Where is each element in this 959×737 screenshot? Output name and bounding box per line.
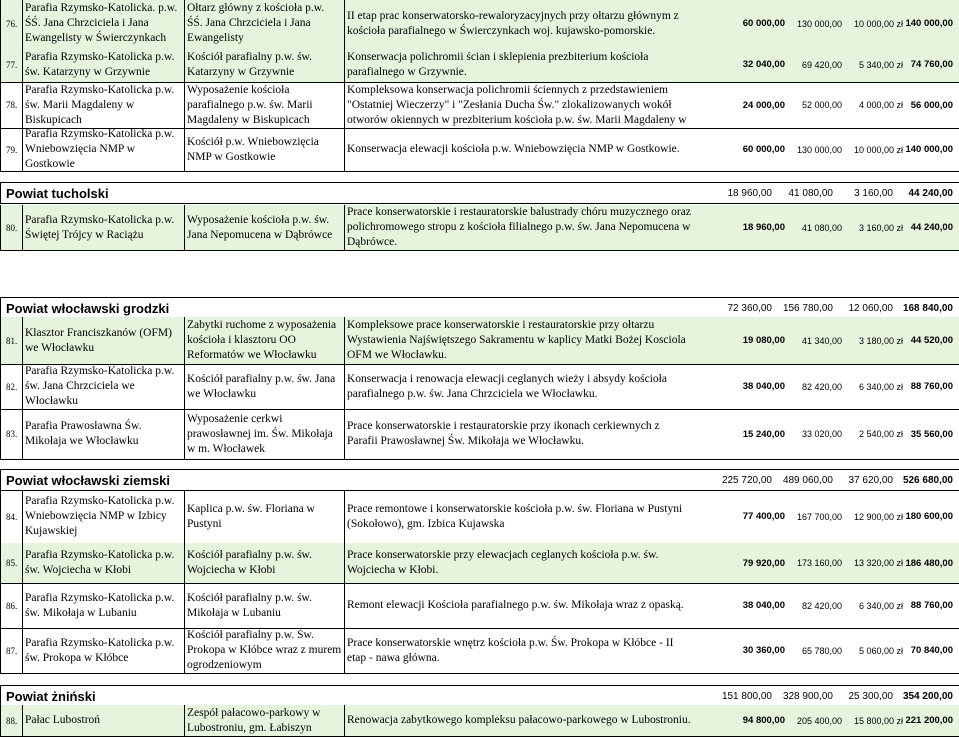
row-number: 79. bbox=[6, 144, 18, 155]
row-number: 85. bbox=[6, 558, 18, 568]
district-name: Powiat żniński bbox=[6, 688, 96, 704]
cell-border bbox=[344, 583, 345, 628]
district-total: 72 360,00 bbox=[727, 302, 772, 314]
cell-border bbox=[22, 409, 23, 459]
cell-border bbox=[344, 317, 345, 364]
district-name: Powiat włocławski grodzki bbox=[6, 300, 170, 316]
district-header bbox=[0, 685, 959, 707]
cell-border bbox=[22, 0, 23, 47]
row-number: 86. bbox=[6, 600, 18, 611]
own-contribution: 3 180,00 zł bbox=[858, 335, 903, 346]
table-row bbox=[0, 409, 959, 460]
table-row bbox=[0, 490, 959, 544]
sum-amount: 70 840,00 bbox=[910, 645, 953, 656]
total-cost: 41 080,00 bbox=[801, 222, 842, 233]
district-total: 354 200,00 bbox=[902, 690, 953, 702]
grant-amount: 30 360,00 bbox=[742, 645, 785, 656]
parish-name: Parafia Rzymsko-Katolicka p.w. św. Jana Chrzciciela we Włocławku bbox=[25, 365, 175, 407]
row-number: 78. bbox=[6, 100, 18, 110]
own-contribution: 15 800,00 zł bbox=[853, 715, 903, 726]
cell-border bbox=[0, 409, 1, 459]
sum-amount: 88 760,00 bbox=[910, 381, 953, 392]
cell-border bbox=[184, 82, 185, 128]
total-cost: 33 020,00 bbox=[801, 429, 842, 439]
work-description: Kompleksowa konserwacja polichromii ściennych z przedstawieniem "Ostatniej Wieczerzy" i "Zesłania Ducha Św." zlokalizowanych wokół otworów okiennych w prezbiterium kościoła p.w. św. Marii Magdaleny w bbox=[347, 83, 687, 126]
cell-border bbox=[0, 470, 1, 490]
object-name: Kościół parafialny p.w. św. Katarzyny w Grzywnie bbox=[187, 50, 312, 78]
cell-border bbox=[0, 686, 1, 706]
work-description: Konserwacja elewacji kościoła p.w. Wniebowzięcia NMP w Gostkowie. bbox=[347, 143, 680, 155]
cell-border bbox=[22, 543, 23, 583]
district-total: 168 840,00 bbox=[902, 302, 953, 314]
district-total: 25 300,00 bbox=[848, 690, 893, 702]
own-contribution: 4 000,00 zł bbox=[858, 100, 903, 110]
object-name: Wyposażenie kościoła parafialnego p.w. św. Marii Magdaleny w Biskupicach bbox=[187, 83, 313, 126]
parish-name: Parafia Rzymsko-Katolicka p.w. św. Wojciecha w Kłobi bbox=[25, 549, 175, 576]
total-cost: 82 420,00 bbox=[801, 381, 842, 392]
cell-border bbox=[0, 364, 1, 409]
district-total: 156 780,00 bbox=[782, 302, 833, 314]
cell-border bbox=[22, 82, 23, 128]
work-description: Renowacja zabytkowego kompleksu pałacowo-parkowego w Lubostroniu. bbox=[347, 714, 691, 726]
cell-border bbox=[0, 47, 1, 82]
cell-border bbox=[22, 47, 23, 82]
cell-border bbox=[344, 82, 345, 128]
row-number: 82. bbox=[6, 381, 18, 392]
district-total: 37 620,00 bbox=[848, 474, 893, 486]
cell-border bbox=[184, 47, 185, 82]
work-description: Kompleksowe prace konserwatorskie i restauratorskie przy ołtarzu Wystawienia Najświętszego Sakramentu w kaplicy Matki Bożej Kosciola OFM we Włocławku. bbox=[347, 319, 686, 361]
work-description: Prace konserwatorskie i restauratorskie przy ikonach cerkiewnych z Parafii Prawosławnej Św. Mikołaja we Włocławku. bbox=[347, 420, 660, 447]
own-contribution: 10 000,00 zł bbox=[853, 144, 903, 155]
work-description: Prace konserwatorskie przy elewacjach ceglanych kościoła p.w. św. Wojciecha w Kłobi. bbox=[347, 549, 659, 576]
cell-border bbox=[0, 583, 1, 628]
sum-amount: 186 480,00 bbox=[905, 557, 953, 569]
cell-border bbox=[22, 490, 23, 543]
grant-amount: 77 400,00 bbox=[742, 511, 785, 522]
row-number: 88. bbox=[6, 715, 18, 726]
cell-border bbox=[184, 628, 185, 673]
grant-amount: 19 080,00 bbox=[742, 335, 785, 346]
cell-border bbox=[22, 128, 23, 171]
object-name: Kościół parafialny p.w. św. Jana we Włocławku bbox=[187, 372, 336, 400]
cell-border bbox=[0, 317, 1, 364]
total-cost: 82 420,00 bbox=[801, 600, 842, 611]
row-number: 80. bbox=[6, 222, 18, 233]
total-cost: 41 340,00 bbox=[801, 335, 842, 346]
object-name: Zabytki ruchome z wyposażenia kościoła i klasztoru OO Reformatów we Włocławku bbox=[187, 319, 337, 361]
district-total: 3 160,00 bbox=[854, 187, 893, 199]
total-cost: 69 420,00 bbox=[801, 59, 842, 70]
cell-border bbox=[0, 490, 1, 543]
cell-border bbox=[184, 543, 185, 583]
work-description: Prace remontowe i konserwatorskie kościoła p.w. św. Floriana w Pustyni (Sokołowo), gm. Izbica Kujawska bbox=[347, 502, 683, 530]
cell-border bbox=[184, 490, 185, 543]
table-row bbox=[0, 0, 959, 48]
row-number: 76. bbox=[6, 18, 18, 29]
total-cost: 130 000,00 bbox=[796, 18, 842, 29]
sum-amount: 221 200,00 bbox=[905, 715, 953, 726]
grant-amount: 32 040,00 bbox=[742, 59, 785, 70]
grant-amount: 60 000,00 bbox=[742, 144, 785, 155]
table-row bbox=[0, 583, 959, 629]
object-name: Kościół parafialny p.w. Św. Prokopa w Kłóbce wraz z murem ogrodzeniowym bbox=[187, 629, 342, 671]
sum-amount: 44 520,00 bbox=[910, 335, 953, 346]
cell-border bbox=[0, 82, 1, 128]
parish-name: Parafia Rzymsko-Katolicka p.w. św. Prokopa w Kłóbce bbox=[25, 636, 175, 664]
cell-border bbox=[0, 705, 1, 736]
table-row bbox=[0, 543, 959, 584]
row-number: 81. bbox=[6, 335, 18, 346]
cell-border bbox=[22, 317, 23, 364]
district-name: Powiat włocławski ziemski bbox=[6, 472, 171, 488]
object-name: Kościół parafialny p.w. św. Mikołaja w Lubaniu bbox=[187, 591, 312, 619]
district-total: 328 900,00 bbox=[782, 690, 833, 702]
object-name: Kościół parafialny p.w. św. Wojciecha w Kłobi bbox=[187, 549, 312, 576]
cell-border bbox=[184, 205, 185, 250]
parish-name: Parafia Rzymsko-Katolicka p.w. Świętej Trójcy w Raciążu bbox=[25, 213, 175, 241]
cell-border bbox=[0, 183, 1, 203]
row-number: 87. bbox=[6, 645, 18, 656]
cell-border bbox=[0, 628, 1, 673]
own-contribution: 6 340,00 zł bbox=[858, 381, 903, 392]
district-total: 41 080,00 bbox=[788, 187, 833, 199]
own-contribution: 2 540,00 zł bbox=[858, 429, 903, 439]
sum-amount: 88 760,00 bbox=[910, 600, 953, 611]
own-contribution: 5 060,00 zł bbox=[858, 645, 903, 656]
district-total: 12 060,00 bbox=[848, 302, 893, 314]
grant-amount: 94 800,00 bbox=[742, 715, 785, 726]
district-total: 44 240,00 bbox=[908, 187, 953, 199]
district-total: 526 680,00 bbox=[902, 474, 953, 486]
object-name: Wyposażenie cerkwi prawosławnej im. Św. Mikołaja w m. Włocławek bbox=[187, 412, 333, 455]
cell-border bbox=[22, 205, 23, 250]
grant-amount: 38 040,00 bbox=[742, 381, 785, 392]
table-row bbox=[0, 205, 959, 251]
cell-border bbox=[22, 705, 23, 736]
cell-border bbox=[22, 583, 23, 628]
table-row bbox=[0, 47, 959, 83]
parish-name: Parafia Rzymsko-Katolicka p.w. Wniebowzięcia NMP w Izbicy Kujawskiej bbox=[25, 495, 175, 537]
own-contribution: 5 340,00 zł bbox=[858, 59, 903, 70]
cell-border bbox=[0, 128, 1, 171]
parish-name: Parafia Rzymsko-Katolicka p.w. św. Katarzyny w Grzywnie bbox=[25, 50, 175, 78]
district-header bbox=[0, 182, 959, 204]
parish-name: Parafia Rzymsko-Katolicka. p.w. ŚŚ. Jana Chrzciciela i Jana Ewangelisty w Świerczynkach bbox=[25, 2, 178, 44]
object-name: Kaplica p.w. św. Floriana w Pustyni bbox=[187, 502, 315, 530]
total-cost: 130 000,00 bbox=[796, 144, 842, 155]
table-row bbox=[0, 82, 959, 129]
district-name: Powiat tucholski bbox=[6, 185, 109, 201]
row-number: 84. bbox=[6, 511, 18, 522]
own-contribution: 12 900,00 zł bbox=[853, 511, 903, 522]
work-description: Remont elewacji Kościoła parafialnego p.w. św. Mikołaja wraz z opaską. bbox=[347, 599, 684, 611]
cell-border bbox=[344, 490, 345, 543]
own-contribution: 10 000,00 zł bbox=[853, 18, 903, 29]
cell-border bbox=[22, 628, 23, 673]
cell-border bbox=[184, 0, 185, 47]
grant-amount: 24 000,00 bbox=[742, 99, 785, 111]
table-row bbox=[0, 128, 959, 172]
own-contribution: 6 340,00 zł bbox=[858, 600, 903, 611]
cell-border bbox=[0, 543, 1, 583]
parish-name: Pałac Lubostroń bbox=[25, 714, 101, 726]
cell-border bbox=[0, 205, 1, 250]
object-name: Kościół p.w. Wniebowzięcia NMP w Gostkowie bbox=[187, 135, 319, 163]
table-row bbox=[0, 705, 959, 737]
cell-border bbox=[184, 364, 185, 409]
parish-name: Parafia Rzymsko-Katolicka p.w. Wniebowzięcia NMP w Gostkowie bbox=[25, 128, 175, 170]
total-cost: 205 400,00 bbox=[796, 715, 842, 726]
cell-border bbox=[344, 543, 345, 583]
own-contribution: 3 160,00 zł bbox=[858, 222, 903, 233]
grant-amount: 60 000,00 bbox=[742, 18, 785, 29]
object-name: Ołtarz główny z kościoła p.w. ŚŚ. Jana Chrzciciela i Jana Ewangelisty bbox=[187, 2, 325, 44]
grant-amount: 18 960,00 bbox=[742, 222, 785, 233]
cell-border bbox=[344, 705, 345, 736]
cell-border bbox=[184, 583, 185, 628]
cell-border bbox=[344, 364, 345, 409]
total-cost: 65 780,00 bbox=[801, 645, 842, 656]
work-description: Konserwacja i renowacja elewacji ceglanych wieży i absydy kościoła parafialnego p.w. św. Jana Chrzciciela we Włocławku. bbox=[347, 372, 667, 400]
grant-amount: 79 920,00 bbox=[742, 557, 785, 569]
total-cost: 52 000,00 bbox=[801, 100, 842, 110]
work-description: II etap prac konserwatorsko-rewaloryzacyjnych przy ołtarzu głównym z kościoła parafialnego w Świerczynkach woj. kujawsko-pomorskie. bbox=[347, 9, 679, 37]
district-header bbox=[0, 297, 959, 319]
district-total: 151 800,00 bbox=[721, 690, 772, 702]
table-row bbox=[0, 364, 959, 410]
parish-name: Parafia Rzymsko-Katolicka p.w. św. Marii Magdaleny w Biskupicach bbox=[25, 83, 175, 126]
sum-amount: 140 000,00 bbox=[905, 18, 953, 29]
cell-border bbox=[184, 317, 185, 364]
cell-border bbox=[344, 0, 345, 47]
sum-amount: 140 000,00 bbox=[905, 144, 953, 155]
cell-border bbox=[344, 628, 345, 673]
parish-name: Klasztor Franciszkanów (OFM) we Włocławku bbox=[25, 326, 172, 354]
parish-name: Parafia Rzymsko-Katolicka p.w. św. Mikołaja w Lubaniu bbox=[25, 591, 175, 619]
cell-border bbox=[344, 205, 345, 250]
cell-border bbox=[184, 705, 185, 736]
cell-border bbox=[344, 47, 345, 82]
district-total: 225 720,00 bbox=[721, 474, 772, 486]
work-description: Konserwacja polichromii ścian i sklepienia prezbiterium kościoła parafialnego w Grzywnie. bbox=[347, 50, 649, 78]
work-description: Prace konserwatorskie wnętrz kościoła p.w. Św. Prokopa w Kłóbce - II etap - nawa główna. bbox=[347, 636, 674, 664]
sum-amount: 56 000,00 bbox=[910, 99, 953, 111]
own-contribution: 13 320,00 zł bbox=[853, 558, 903, 568]
parish-name: Parafia Prawosławna Św. Mikołaja we Włocławku bbox=[25, 420, 142, 447]
row-number: 77. bbox=[6, 59, 18, 70]
object-name: Wyposażenie kościoła p.w. św. Jana Nepomucena w Dąbrówce bbox=[187, 213, 333, 241]
total-cost: 167 700,00 bbox=[796, 511, 842, 522]
cell-border bbox=[344, 409, 345, 459]
grant-amount: 38 040,00 bbox=[742, 600, 785, 611]
sum-amount: 74 760,00 bbox=[910, 59, 953, 70]
sum-amount: 44 240,00 bbox=[910, 222, 953, 233]
district-total: 18 960,00 bbox=[727, 187, 772, 199]
cell-border bbox=[344, 128, 345, 171]
cell-border bbox=[22, 364, 23, 409]
sum-amount: 180 600,00 bbox=[905, 511, 953, 522]
cell-border bbox=[184, 128, 185, 171]
work-description: Prace konserwatorskie i restauratorskie balustrady chóru muzycznego oraz polichromowego stropu z kościoła filialnego p.w. św. Jana Nepomucena w Dąbrówce. bbox=[347, 206, 691, 248]
district-header bbox=[0, 469, 959, 491]
sum-amount: 35 560,00 bbox=[910, 428, 953, 440]
grant-amount: 15 240,00 bbox=[742, 428, 785, 440]
cell-border bbox=[0, 0, 1, 47]
district-total: 489 060,00 bbox=[782, 474, 833, 486]
table-row bbox=[0, 317, 959, 365]
cell-border bbox=[0, 298, 1, 318]
total-cost: 173 160,00 bbox=[796, 558, 842, 568]
table-row bbox=[0, 628, 959, 674]
object-name: Zespół pałacowo-parkowy w Lubostroniu, gm. Łabiszyn bbox=[187, 706, 321, 734]
row-number: 83. bbox=[6, 429, 18, 439]
cell-border bbox=[184, 409, 185, 459]
